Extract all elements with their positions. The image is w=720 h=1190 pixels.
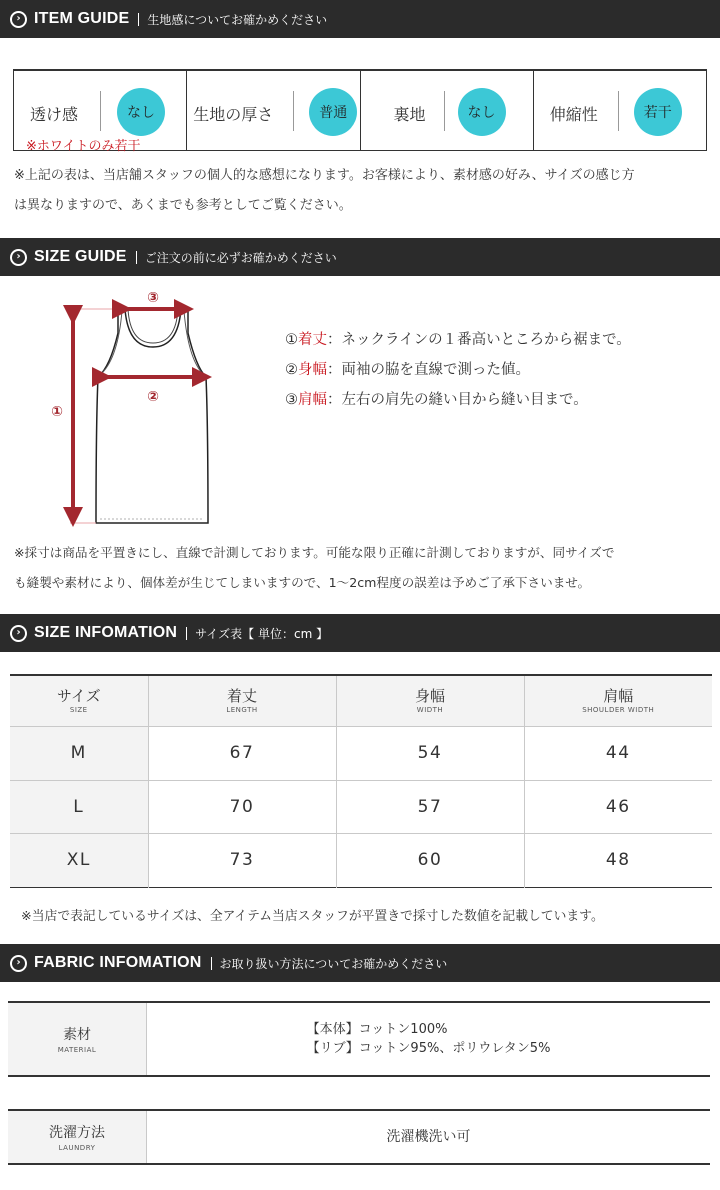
- shoulder-cell: 44: [524, 726, 712, 780]
- guide-badge: なし: [117, 88, 165, 136]
- header-divider: [186, 627, 187, 640]
- fabric-info-header: [0, 944, 720, 982]
- size-guide-note: [14, 538, 614, 598]
- guide-badge: なし: [458, 88, 506, 136]
- guide-divider: [444, 91, 445, 131]
- guide-label: 裏地: [393, 105, 426, 124]
- width-cell: 57: [336, 780, 524, 833]
- width-cell: 54: [336, 726, 524, 780]
- table-row: [10, 726, 712, 780]
- material-label-en: MATERIAL: [57, 1046, 97, 1054]
- chevron-circle-icon: ›: [10, 625, 27, 642]
- header-divider: [138, 13, 139, 26]
- length-cell: 73: [148, 833, 336, 887]
- chevron-circle-icon: ›: [10, 955, 27, 972]
- measurement-desc: ：ネックラインの１番高いところから裾まで。: [327, 332, 631, 348]
- measurement-item: [285, 358, 530, 379]
- size-cell: XL: [10, 833, 148, 887]
- length-label: ①: [51, 404, 63, 420]
- guide-label: 伸縮性: [549, 105, 598, 124]
- item-guide-disclaimer: [14, 161, 635, 221]
- guide-badge: 若干: [634, 88, 682, 136]
- size-cell: L: [10, 780, 148, 833]
- material-label: 素材: [63, 1027, 91, 1043]
- size-cell: M: [10, 726, 148, 780]
- guide-label: 透け感: [30, 105, 79, 124]
- chevron-circle-icon: ›: [10, 249, 27, 266]
- item-guide-title: ITEM GUIDE: [34, 10, 130, 27]
- guide-cell-stretch: [533, 71, 706, 150]
- length-cell: 70: [148, 780, 336, 833]
- material-line: 【リブ】コットン95%、ポリウレタン5%: [306, 1041, 551, 1056]
- guide-note: ※ホワイトのみ若干: [26, 139, 141, 154]
- fabric-info-subtitle: お取り扱い方法についてお確かめください: [219, 956, 448, 971]
- item-guide-header: [0, 0, 720, 38]
- size-info-note: ※当店で表記しているサイズは、全アイテム当店スタッフが平置きで採寸した数値を記載しています。: [21, 909, 604, 924]
- size-table-header: [10, 675, 712, 726]
- tank-top-diagram: [40, 285, 230, 530]
- shoulder-cell: 46: [524, 780, 712, 833]
- note-line: ※採寸は商品を平置きにし、直線で計測しております。可能な限り正確に計測しておりますが、同サイズで: [14, 545, 615, 560]
- shoulder-cell: 48: [524, 833, 712, 887]
- disclaimer-line: は異なりますので、あくまでも参考としてご覧ください。: [14, 198, 352, 213]
- guide-cell-thickness: [186, 71, 359, 150]
- guide-divider: [100, 91, 101, 131]
- table-row: [10, 780, 712, 833]
- size-guide-header: [0, 238, 720, 276]
- table-row: [10, 833, 712, 887]
- measurement-number: ①: [285, 332, 298, 348]
- size-info-title: SIZE INFOMATION: [34, 624, 178, 641]
- size-guide-title: SIZE GUIDE: [34, 248, 127, 265]
- length-cell: 67: [148, 726, 336, 780]
- measurement-number: ③: [285, 392, 298, 408]
- size-table: [10, 674, 712, 888]
- size-info-subtitle: サイズ表【 単位：cm 】: [195, 626, 329, 641]
- guide-cell-sheerness: [14, 71, 186, 154]
- material-value: [147, 1003, 710, 1075]
- guide-badge: 普通: [309, 88, 357, 136]
- measurement-item: [285, 328, 631, 349]
- material-line: 【本体】コットン100%: [306, 1022, 448, 1037]
- neckline-inner: [128, 309, 178, 343]
- note-line: も縫製や素材により、個体差が生じてしまいますので、1〜2cm程度の誤差は予めご了承下さいませ。: [14, 575, 591, 590]
- laundry-table: [8, 1109, 710, 1165]
- material-key: [8, 1003, 147, 1075]
- column-header: サイズ SIZE: [10, 675, 148, 726]
- guide-divider: [618, 91, 619, 131]
- measurement-number: ②: [285, 362, 298, 378]
- column-header: 肩幅 SHOULDER WIDTH: [524, 675, 712, 726]
- header-divider: [211, 957, 212, 970]
- header-divider: [136, 251, 137, 264]
- shoulder-label: ③: [147, 290, 159, 306]
- measurement-term: 着丈: [298, 332, 327, 348]
- column-header: 着丈 LENGTH: [148, 675, 336, 726]
- column-header: 身幅 WIDTH: [336, 675, 524, 726]
- tank-top-outline: [96, 309, 208, 523]
- item-guide-table: [13, 69, 707, 154]
- width-label: ②: [147, 389, 159, 405]
- disclaimer-line: ※上記の表は、当店舗スタッフの個人的な感想になります。お客様により、素材感の好み、サイズの感じ方: [14, 168, 635, 183]
- material-table: [8, 1001, 710, 1077]
- guide-divider: [293, 91, 294, 131]
- size-guide-subtitle: ご注文の前に必ずお確かめください: [144, 250, 337, 265]
- fabric-info-title: FABRIC INFOMATION: [34, 954, 202, 971]
- measurement-item: [285, 388, 588, 409]
- laundry-label: 洗濯方法: [49, 1125, 105, 1141]
- item-guide-subtitle: 生地感についてお確かめください: [147, 12, 328, 27]
- guide-label: 生地の厚さ: [193, 105, 274, 124]
- guide-cell-lining: [360, 71, 533, 150]
- width-cell: 60: [336, 833, 524, 887]
- chevron-circle-icon: ›: [10, 11, 27, 28]
- size-info-header: [0, 614, 720, 652]
- laundry-value: 洗濯機洗い可: [386, 1128, 471, 1145]
- laundry-label-en: LAUNDRY: [58, 1144, 96, 1152]
- measurement-desc: ：両袖の脇を直線で測った値。: [327, 362, 530, 378]
- measurement-term: 肩幅: [298, 392, 327, 408]
- measurement-desc: ：左右の肩先の縫い目から縫い目まで。: [327, 392, 588, 408]
- measurement-term: 身幅: [298, 362, 327, 378]
- laundry-key: [8, 1111, 147, 1163]
